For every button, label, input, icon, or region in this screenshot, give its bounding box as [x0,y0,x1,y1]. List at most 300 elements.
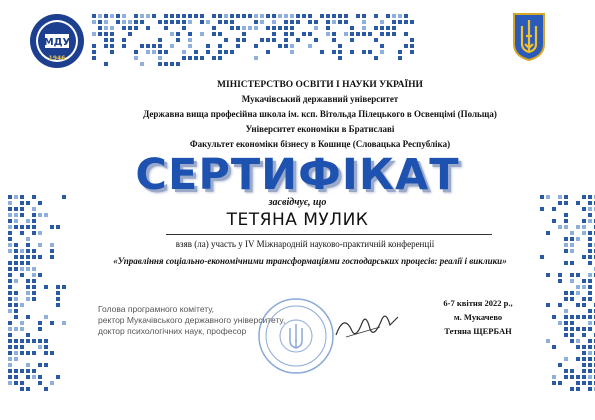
pattern-dot [314,26,318,30]
pattern-dot [278,44,282,48]
pattern-dot [8,333,12,337]
pattern-dot [386,26,390,30]
pattern-dot [38,363,42,367]
signatory-line-3: доктор психологічних наук, професор [98,326,247,336]
pattern-dot [14,273,18,277]
pattern-dot [344,50,348,54]
pattern-dot [570,345,574,349]
pattern-dot [62,279,66,283]
pattern-dot [62,339,66,343]
pattern-dot [32,255,36,259]
pattern-dot [188,44,192,48]
pattern-dot [140,20,144,24]
pattern-dot [546,369,550,373]
pattern-dot [558,267,562,271]
pattern-dot [558,303,562,307]
pattern-dot [62,255,66,259]
recipient-name: ТЕТЯНА МУЛИК [226,210,369,230]
pattern-dot [588,309,592,313]
pattern-dot [558,285,562,289]
pattern-dot [546,291,550,295]
pattern-dot [284,62,288,66]
pattern-dot [404,20,408,24]
pattern-dot [552,267,556,271]
pattern-dot [14,357,18,361]
pattern-dot [582,321,586,325]
pattern-dot [564,321,568,325]
participation-text: взяв (ла) участь у IV Міжнародній науково-практичній конференції [175,239,435,249]
pattern-dot [224,62,228,66]
pattern-dot [404,26,408,30]
pattern-dot [50,297,54,301]
pattern-dot [564,231,568,235]
pattern-dot [194,32,198,36]
pattern-dot [176,14,180,18]
pattern-dot [588,249,592,253]
pattern-dot [50,243,54,247]
pattern-dot [62,357,66,361]
pattern-dot [582,363,586,367]
pattern-dot [392,56,396,60]
pattern-dot [380,50,384,54]
pattern-dot [104,32,108,36]
pattern-dot [50,363,54,367]
pattern-dot [134,56,138,60]
pattern-dot [302,26,306,30]
pattern-dot [564,315,568,319]
pattern-dot [350,50,354,54]
pattern-dot [410,56,414,60]
pattern-dot [26,375,30,379]
pattern-dot [552,327,556,331]
pattern-dot [362,38,366,42]
pattern-dot [546,381,550,385]
pattern-dot [582,309,586,313]
pattern-dot [176,56,180,60]
pattern-dot [146,62,150,66]
pattern-dot [236,38,240,42]
pattern-dot [116,62,120,66]
pattern-dot [20,243,24,247]
pattern-dot [558,381,562,385]
pattern-dot [392,32,396,36]
pattern-dot [134,38,138,42]
pattern-dot [308,62,312,66]
pattern-dot [546,273,550,277]
pattern-dot [398,26,402,30]
pattern-dot [8,249,12,253]
pattern-dot [350,32,354,36]
pattern-dot [8,351,12,355]
pattern-dot [176,26,180,30]
pattern-dot [296,44,300,48]
pattern-dot [200,56,204,60]
pattern-dot [564,303,568,307]
pattern-dot [26,321,30,325]
pattern-dot [588,267,592,271]
pattern-dot [188,56,192,60]
pattern-dot [356,32,360,36]
pattern-dot [32,387,36,391]
pattern-dot [588,237,592,241]
pattern-dot [170,20,174,24]
pattern-dot [134,26,138,30]
pattern-dot [546,363,550,367]
pattern-dot [56,315,60,319]
pattern-dot [404,38,408,42]
pattern-dot [182,44,186,48]
pattern-dot [38,231,42,235]
pattern-dot [14,267,18,271]
pattern-dot [576,267,580,271]
pattern-dot [32,303,36,307]
pattern-dot [14,363,18,367]
pattern-dot [362,56,366,60]
pattern-dot [582,273,586,277]
pattern-dot [540,339,544,343]
pattern-dot [576,249,580,253]
pattern-dot [248,62,252,66]
pattern-dot [260,38,264,42]
pattern-dot [110,50,114,54]
pattern-dot [242,20,246,24]
pattern-dot [14,369,18,373]
pattern-dot [50,279,54,283]
pattern-dot [56,339,60,343]
pattern-dot [386,50,390,54]
pattern-dot [38,321,42,325]
pattern-dot [122,50,126,54]
pattern-dot [570,387,574,391]
pattern-dot [260,26,264,30]
pattern-dot [368,26,372,30]
pattern-dot [8,315,12,319]
pattern-dot [398,50,402,54]
pattern-dot [552,303,556,307]
pattern-dot [158,62,162,66]
pattern-dot [546,357,550,361]
pattern-dot [362,20,366,24]
pattern-dot [62,249,66,253]
pattern-dot [26,345,30,349]
pattern-dot [576,321,580,325]
pattern-dot [374,32,378,36]
pattern-dot [32,285,36,289]
pattern-dot [26,273,30,277]
pattern-dot [26,303,30,307]
pattern-dot [110,20,114,24]
pattern-dot [44,261,48,265]
pattern-dot [26,363,30,367]
pattern-dot [558,315,562,319]
pattern-dot [62,267,66,271]
pattern-dot [182,38,186,42]
pattern-dot [56,363,60,367]
pattern-dot [20,285,24,289]
pattern-dot [242,44,246,48]
pattern-dot [570,255,574,259]
pattern-dot [14,231,18,235]
pattern-dot [588,285,592,289]
pattern-dot [576,243,580,247]
pattern-dot [104,44,108,48]
pattern-dot [128,44,132,48]
pattern-dot [582,279,586,283]
pattern-dot [588,387,592,391]
pattern-dot [374,44,378,48]
pattern-dot [50,351,54,355]
pattern-dot [576,369,580,373]
pattern-dot [588,327,592,331]
pattern-dot [296,56,300,60]
pattern-dot [558,345,562,349]
pattern-dot [308,44,312,48]
pattern-dot [14,255,18,259]
pattern-dot [200,38,204,42]
pattern-dot [570,333,574,337]
pattern-dot [362,14,366,18]
pattern-dot [296,26,300,30]
pattern-dot [254,14,258,18]
pattern-dot [588,351,592,355]
pattern-dot [182,62,186,66]
pattern-dot [122,56,126,60]
pattern-dot [32,321,36,325]
pattern-dot [44,345,48,349]
pattern-dot [14,351,18,355]
pattern-dot [224,44,228,48]
pattern-dot [98,50,102,54]
pattern-dot [122,38,126,42]
pattern-dot [44,303,48,307]
pattern-dot [356,38,360,42]
pattern-dot [588,381,592,385]
pattern-dot [552,381,556,385]
pattern-dot [540,369,544,373]
pattern-dot [50,381,54,385]
pattern-dot [558,375,562,379]
pattern-dot [26,297,30,301]
pattern-dot [44,339,48,343]
pattern-dot [570,231,574,235]
pattern-dot [98,56,102,60]
pattern-dot [332,50,336,54]
pattern-dot [152,56,156,60]
pattern-dot [374,14,378,18]
pattern-dot [558,243,562,247]
pattern-dot [176,20,180,24]
pattern-dot [8,309,12,313]
pattern-dot [546,231,550,235]
pattern-dot [290,14,294,18]
pattern-dot [170,62,174,66]
pattern-dot [338,38,342,42]
pattern-dot [26,285,30,289]
pattern-dot [212,14,216,18]
pattern-dot [588,363,592,367]
pattern-dot [570,321,574,325]
pattern-dot [582,249,586,253]
pattern-dot [62,363,66,367]
pattern-dot [140,62,144,66]
pattern-dot [552,387,556,391]
pattern-dot [140,50,144,54]
pattern-dot [56,369,60,373]
pattern-dot [356,14,360,18]
pattern-dot [116,38,120,42]
pattern-dot [546,351,550,355]
pattern-dot [56,231,60,235]
pattern-dot [8,345,12,349]
pattern-dot [558,387,562,391]
pattern-dot [98,26,102,30]
pattern-dot [152,62,156,66]
pattern-dot [20,375,24,379]
pattern-dot [14,243,18,247]
pattern-dot [564,351,568,355]
pattern-dot [356,44,360,48]
pattern-dot [176,32,180,36]
pattern-dot [44,309,48,313]
pattern-dot [302,50,306,54]
pattern-dot [242,38,246,42]
pattern-dot [314,38,318,42]
pattern-dot [564,255,568,259]
pattern-dot [206,44,210,48]
pattern-dot [8,279,12,283]
pattern-dot [8,369,12,373]
pattern-dot [50,249,54,253]
pattern-dot [62,291,66,295]
pattern-dot [576,339,580,343]
pattern-dot [546,315,550,319]
pattern-dot [582,357,586,361]
pattern-dot [206,56,210,60]
pattern-dot [552,237,556,241]
pattern-dot [206,50,210,54]
pattern-dot [558,333,562,337]
pattern-dot [20,303,24,307]
pattern-dot [224,50,228,54]
pattern-dot [588,255,592,259]
pattern-dot [14,237,18,241]
pattern-dot [392,44,396,48]
pattern-dot [182,56,186,60]
pattern-dot [20,387,24,391]
pattern-dot [230,56,234,60]
pattern-dot [398,56,402,60]
pattern-dot [552,249,556,253]
pattern-dot [570,249,574,253]
pattern-dot [380,26,384,30]
pattern-dot [290,62,294,66]
pattern-dot [62,297,66,301]
pattern-dot [570,351,574,355]
pattern-dot [20,381,24,385]
pattern-dot [206,62,210,66]
pattern-dot [380,44,384,48]
pattern-dot [392,20,396,24]
university-name: Мукачівський державний університет [241,94,399,104]
pattern-dot [92,44,96,48]
pattern-dot [558,327,562,331]
pattern-dot [332,26,336,30]
pattern-dot [8,243,12,247]
pattern-dot [38,297,42,301]
pattern-dot [26,309,30,313]
pattern-dot [546,285,550,289]
pattern-dot [236,56,240,60]
pattern-dot [302,44,306,48]
pattern-dot [278,32,282,36]
pattern-dot [164,14,168,18]
pattern-dot [50,303,54,307]
pattern-dot [38,249,42,253]
pattern-dot [152,32,156,36]
pattern-dot [128,32,132,36]
pattern-dot [128,62,132,66]
pattern-dot [26,381,30,385]
pattern-dot [200,32,204,36]
pattern-dot [576,303,580,307]
pattern-dot [410,32,414,36]
pattern-dot [582,237,586,241]
pattern-dot [564,387,568,391]
pattern-dot [380,20,384,24]
pattern-dot [356,56,360,60]
pattern-dot [20,339,24,343]
pattern-dot [540,249,544,253]
pattern-dot [368,38,372,42]
pattern-dot [380,62,384,66]
pattern-dot [558,321,562,325]
pattern-dot [62,351,66,355]
signatory-title [98,304,318,337]
pattern-dot [546,255,550,259]
pattern-dot [146,44,150,48]
pattern-dot [272,20,276,24]
pattern-dot [564,333,568,337]
pattern-dot [212,26,216,30]
pattern-dot [38,315,42,319]
pattern-dot [188,32,192,36]
partner-institution-2: Університет економіки в Братиславі [245,124,395,134]
pattern-dot [230,26,234,30]
pattern-dot [576,357,580,361]
pattern-dot [56,297,60,301]
pattern-dot [332,38,336,42]
pattern-dot [98,32,102,36]
pattern-dot [170,32,174,36]
pattern-dot [558,249,562,253]
university-logo [28,12,86,70]
pattern-dot [350,14,354,18]
pattern-dot [194,26,198,30]
pattern-dot [8,327,12,331]
pattern-dot [158,20,162,24]
pattern-dot [576,273,580,277]
pattern-dot [176,44,180,48]
pattern-dot [326,56,330,60]
certificate-title: СЕРТИФІКАТ [135,150,460,200]
pattern-dot [248,44,252,48]
pattern-dot [248,50,252,54]
pattern-dot [14,339,18,343]
pattern-dot [338,50,342,54]
pattern-dot [164,20,168,24]
pattern-dot [32,351,36,355]
pattern-dot [582,255,586,259]
